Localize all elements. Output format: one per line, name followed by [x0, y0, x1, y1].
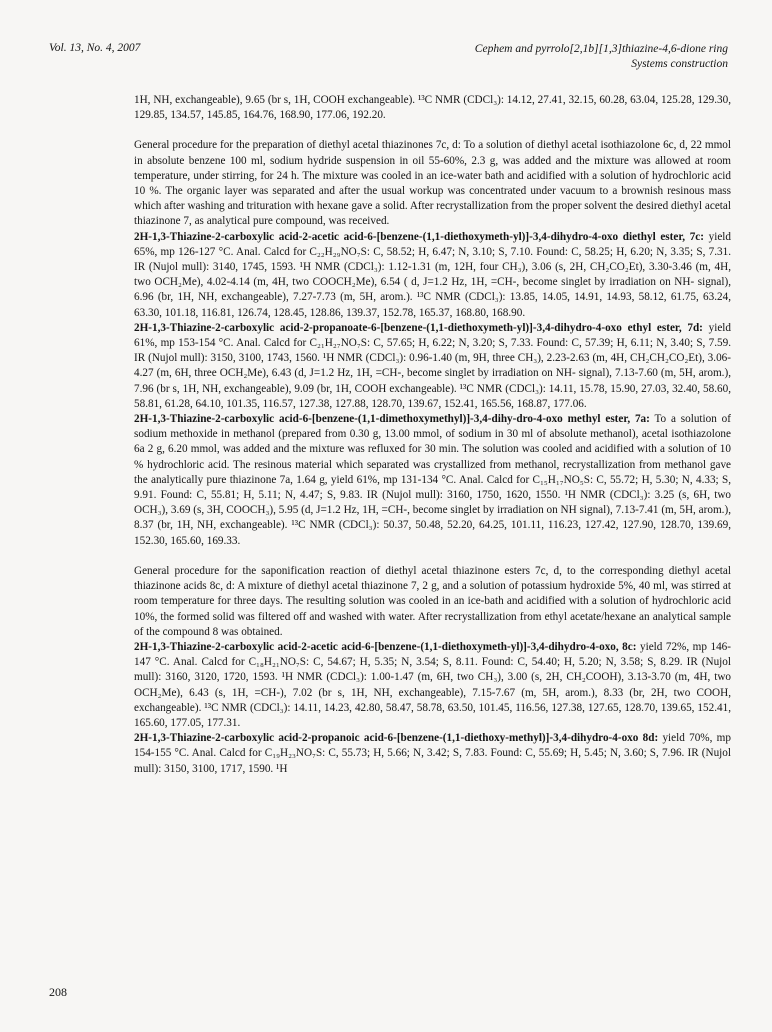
compound-7c	[134, 230, 731, 321]
paragraph-general-procedure-7: General procedure for the preparation of diethyl acetal thiazinones 7c, d: To a solution of diethyl acetal isothiazolone 6c, d, 22 mmol in absolute benzene 100 ml, sodium hydride suspension in oil 55-60%, 2.3 g, was added and the mixture was allowed at room temperature, under stirring, for 24 h. The mixture was cooled in an ice-water bath and acidified with a solution of hydrochloric acid 10 %. The organic layer was separated and after the usual workup was concentrated under vacuum to a brownish resinous mass which after washing and trituration with hexane gave a solid. After recrystallization from the proper solvent the desired diethyl acetal thiazinone 7, as analytical pure compound, was received.	[134, 139, 731, 228]
compound-7d-heading: 2H-1,3-Thiazine-2-carboxylic acid-2-propanoate-6-[benzene-(1,1-diethoxymeth-yl)]-3,4-dihydro-4-oxo ethyl ester, 7d:	[134, 321, 703, 334]
running-title	[368, 42, 728, 72]
compound-7d-data: yield 61%, mp 153-154 °C. Anal. Calcd for C₂₁H₂₇NO₇S: C, 57.65; H, 6.22; N, 3.20; S, 7.33. Found: C, 57.39; H, 6.11; N, 3.40; S, 7.59. IR (Nujol mull): 3150, 3100, 1743, 1560. ¹H NMR (CDCl₃): 0.96-1.40 (m, 9H, three CH₃), 2.23-2.63 (m, 4H, CH₂CH₂CO₂Et), 3.06-4.27 (m, 6H, three OCH₂Me), 6.43 (d, J=1.2 Hz, 1H, =CH-, become singlet by irradiation on NH- signal), 7.13-7.60 (m, 5H, arom.), 7.96 (br s, 1H, NH, exchangeable), 9.09 (br, 1H, COOH exchangeable). ¹³C NMR (CDCl₃): 14.11, 15.78, 15.90, 27.03, 32.40, 58.60, 58.81, 61.28, 64.10, 101.35, 116.57, 127.38, 127.88, 128.70, 139.67, 152.41, 165.56, 168.87, 177.06.	[134, 321, 732, 410]
paragraph-nmr-continuation: 1H, NH, exchangeable), 9.65 (br s, 1H, COOH exchangeable). ¹³C NMR (CDCl₃): 14.12, 27.41, 32.15, 60.28, 63.04, 125.28, 129.30, 129.85, 134.57, 145.85, 164.76, 168.90, 177.06, 192.20.	[134, 94, 731, 122]
article-body	[134, 93, 731, 777]
compound-7a-heading: 2H-1,3-Thiazine-2-carboxylic acid-6-[benzene-(1,1-dimethoxymethyl)]-3,4-dihy-dro-4-oxo methyl ester, 7a:	[134, 413, 650, 426]
compound-8d-data: yield 70%, mp 154-155 °C. Anal. Calcd for C₁₉H₂₃NO₇S: C, 55.73; H, 5.66; N, 3.42; S, 7.83. Found: C, 55.69; H, 5.45; N, 3.60; S, 7.96. IR (Nujol mull): 3150, 3100, 1717, 1590. ¹H	[134, 732, 731, 775]
compound-8c	[134, 640, 731, 731]
compound-8d	[134, 731, 731, 777]
compound-7a-data: To a solution of sodium methoxide in methanol (prepared from 0.30 g, 13.00 mmol, of sodium in 30 ml of absolute methanol), acetal isothiazolone 6a 2 g, 6.20 mmol, was added and the mixture was refluxed for 30 min. The solution was cooled and acidified with a solution of 10 % hydrochloric acid. The resinous material which separated was crystallized from methanol, recrystallization from methanol gave the analytically pure thiazinone 7a, 1.64 g, yield 61%, mp 131-134 °C. Anal. Calcd for C₁₅H₁₇NO₅S: C, 55.72; H, 5.30; N, 4.33; S, 9.91. Found: C, 55.81; H, 5.11; N, 4.47; S, 9.83. IR (Nujol mull): 3160, 1750, 1620, 1550. ¹H NMR (CDCl₃): 3.25 (s, 6H, two OCH₃), 3.69 (s, 3H, COOCH₃), 5.95 (d, J=1.2 Hz, 1H, =CH-, become singlet by irradiation on NH signal), 7.13-7.41 (m, 5H, arom.), 8.37 (br, 1H, NH, exchangeable). ¹³C NMR (CDCl₃): 50.37, 50.48, 52.20, 64.25, 101.11, 116.23, 127.42, 127.90, 128.70, 139.69, 152.30, 165.60, 169.33.	[134, 413, 731, 547]
page-number: 208	[49, 985, 67, 999]
journal-volume: Vol. 13, No. 4, 2007	[49, 42, 141, 54]
running-title-line2: Systems construction	[631, 58, 728, 70]
compound-7a	[134, 412, 731, 549]
compound-8c-heading: 2H-1,3-Thiazine-2-carboxylic acid-2-acetic acid-6-[benzene-(1,1-diethoxymeth-yl)]-3,4-dihydro-4-oxo, 8c:	[134, 640, 637, 653]
paragraph-general-procedure-8: General procedure for the saponification reaction of diethyl acetal thiazinone esters 7c, d, to the corresponding diethyl acetal thiazinone acids 8c, d: A mixture of diethyl acetal thiazinone 7, 2 g, and a solution of potassium hydroxide 5%, 40 ml, was stirred at room temperature for three days. The resulting solution was cooled in an ice-bath and acidified with a solution of hydrochloric acid 10%, the formed solid was filtered off and washed with water. After recrystallization from ethyl acetate/hexane an analytical sample of the compound 8 was obtained.	[134, 564, 731, 638]
compound-7c-data: yield 65%, mp 126-127 °C. Anal. Calcd for C₂₂H₂₉NO₇S: C, 58.52; H, 6.47; N, 3.10; S, 7.10. Found: C, 58.25; H, 6.20; N, 3.35; S, 7.31. IR (Nujol mull): 3140, 1745, 1593. ¹H NMR (CDCl₃): 1.12-1.31 (m, 12H, four CH₃), 3.06 (s, 2H, CH₂CO₂Et), 3.30-3.46 (m, 4H, two OCH₂Me), 4.02-4.14 (m, 4H, two COOCH₂Me), 6.54 ( d, J=1.2 Hz, 1H, =CH-, become singlet by irradiation on NH- signal), 6.96 (br, 1H, NH, exchangeable), 7.27-7.73 (m, 5H, arom.). ¹³C NMR (CDCl₃): 13.85, 14.05, 14.91, 14.93, 58.12, 61.75, 63.24, 63.30, 101.18, 116.81, 126.74, 128.45, 128.86, 139.37, 152.78, 165.37, 168.80, 168.90.	[134, 230, 731, 319]
compound-7c-heading: 2H-1,3-Thiazine-2-carboxylic acid-2-acetic acid-6-[benzene-(1,1-diethoxymeth-yl)]-3,4-dihydro-4-oxo diethyl ester, 7c:	[134, 230, 704, 243]
compound-8c-data: yield 72%, mp 146-147 °C. Anal. Calcd for C₁₈H₂₁NO₇S: C, 54.67; H, 5.35; N, 3.54; S, 8.11. Found: C, 54.40; H, 5.20; N, 3.58; S, 8.29. IR (Nujol mull): 3160, 3120, 1720, 1593. ¹H NMR (CDCl₃): 1.00-1.47 (m, 6H, two CH₃), 3.00 (s, 2H, CH₂COOH), 3.13-3.70 (m, 4H, two OCH₂Me), 6.43 (s, 1H, =CH-), 7.02 (br s, 1H, NH, exchangeable), 7.15-7.67 (m, 5H, arom.), 8.33 (br, 2H, two COOH, exchangeable). ¹³C NMR (CDCl₃): 14.11, 14.23, 42.80, 58.47, 58.78, 63.50, 101.45, 116.56, 127.38, 127.65, 128.70, 139.65, 152.41, 165.60, 177.05, 177.31.	[134, 640, 731, 729]
running-title-line1: Cephem and pyrrolo[2,1b][1,3]thiazine-4,6-dione ring	[474, 43, 728, 55]
compound-8d-heading: 2H-1,3-Thiazine-2-carboxylic acid-2-propanoic acid-6-[benzene-(1,1-diethoxy-methyl)]-3,4-dihydro-4-oxo 8d:	[134, 732, 659, 745]
compound-7d	[134, 321, 731, 412]
